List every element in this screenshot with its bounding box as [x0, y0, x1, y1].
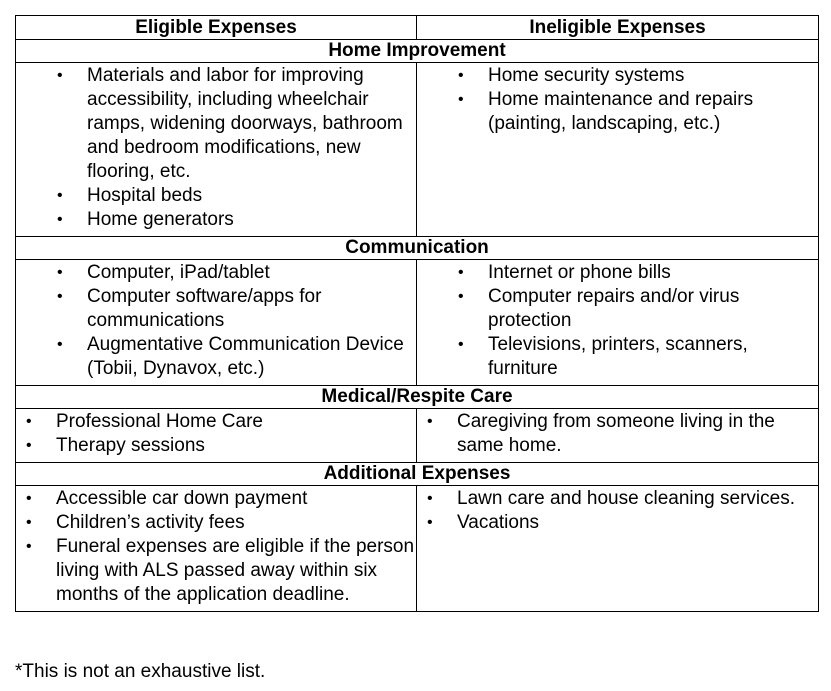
expenses-table-body	[16, 16, 819, 612]
list-item-text: Computer software/apps for communications	[87, 286, 322, 331]
list-item-text: Funeral expenses are eligible if the person living with ALS passed away within six months of the application deadline.	[56, 536, 415, 605]
eligible-expenses-header: Eligible Expenses	[16, 16, 417, 40]
ineligible-list	[417, 260, 818, 385]
list-item	[16, 410, 416, 434]
list-item-text: Caregiving from someone living in the same home.	[457, 411, 775, 456]
list-item-text: Internet or phone bills	[488, 262, 671, 283]
bullet-icon: •	[57, 288, 63, 305]
section-content-row	[16, 409, 819, 463]
list-item-text: Children’s activity fees	[56, 512, 245, 533]
list-item	[417, 487, 818, 511]
eligible-list	[16, 486, 416, 611]
section-title-home-improvement: Home Improvement	[16, 40, 819, 63]
section-title-medical-respite-care: Medical/Respite Care	[16, 386, 819, 409]
section-title-row	[16, 237, 819, 260]
list-item	[16, 285, 416, 333]
bullet-icon: •	[26, 413, 32, 430]
list-item-text: Lawn care and house cleaning services.	[457, 488, 795, 509]
list-item-text: Computer repairs and/or virus protection	[488, 286, 740, 331]
list-item-text: Vacations	[457, 512, 540, 533]
ineligible-cell-additional-expenses	[417, 486, 819, 612]
list-item-text: Augmentative Communication Device (Tobii, Dynavox, etc.)	[87, 334, 404, 379]
bullet-icon: •	[427, 413, 433, 430]
section-title-row	[16, 463, 819, 486]
section-content-row	[16, 486, 819, 612]
list-item	[417, 261, 818, 285]
list-item-text: Home maintenance and repairs (painting, landscaping, etc.)	[488, 89, 754, 134]
ineligible-cell-communication	[417, 260, 819, 386]
bullet-icon: •	[57, 211, 63, 228]
section-title-row	[16, 386, 819, 409]
list-item-text: Materials and labor for improving accessibility, including wheelchair ramps, widening doorways, bathroom and bedroom modifications, new flooring, etc.	[87, 65, 403, 182]
list-item-text: Professional Home Care	[56, 411, 263, 432]
bullet-icon: •	[458, 288, 464, 305]
bullet-icon: •	[458, 91, 464, 108]
list-item	[16, 64, 416, 184]
bullet-icon: •	[427, 490, 433, 507]
list-item-text: Therapy sessions	[56, 435, 205, 456]
bullet-icon: •	[458, 67, 464, 84]
list-item	[16, 535, 416, 607]
section-content-row	[16, 260, 819, 386]
list-item-text: Accessible car down payment	[56, 488, 308, 509]
eligible-cell-additional-expenses	[16, 486, 417, 612]
list-item	[16, 511, 416, 535]
list-item	[16, 434, 416, 458]
section-content-row	[16, 63, 819, 237]
list-item	[417, 511, 818, 535]
bullet-icon: •	[26, 514, 32, 531]
bullet-icon: •	[458, 336, 464, 353]
section-title-row	[16, 40, 819, 63]
section-title-additional-expenses: Additional Expenses	[16, 463, 819, 486]
bullet-icon: •	[458, 264, 464, 281]
ineligible-cell-home-improvement	[417, 63, 819, 237]
list-item	[16, 208, 416, 232]
bullet-icon: •	[57, 67, 63, 84]
ineligible-expenses-header: Ineligible Expenses	[417, 16, 819, 40]
eligible-cell-communication	[16, 260, 417, 386]
list-item-text: Televisions, printers, scanners, furniture	[488, 334, 748, 379]
list-item	[417, 285, 818, 333]
eligible-list	[16, 63, 416, 236]
list-item	[16, 333, 416, 381]
bullet-icon: •	[57, 187, 63, 204]
bullet-icon: •	[427, 514, 433, 531]
ineligible-list	[417, 486, 818, 539]
footnote: *This is not an exhaustive list.	[15, 661, 266, 682]
header-row	[16, 16, 819, 40]
bullet-icon: •	[26, 437, 32, 454]
list-item	[417, 64, 818, 88]
list-item-text: Computer, iPad/tablet	[87, 262, 270, 283]
bullet-icon: •	[57, 264, 63, 281]
list-item-text: Home generators	[87, 209, 234, 230]
list-item	[417, 410, 818, 458]
bullet-icon: •	[26, 490, 32, 507]
bullet-icon: •	[26, 538, 32, 555]
list-item	[417, 333, 818, 381]
ineligible-list	[417, 409, 818, 462]
eligible-list	[16, 260, 416, 385]
ineligible-cell-medical-respite-care	[417, 409, 819, 463]
list-item	[417, 88, 818, 136]
bullet-icon: •	[57, 336, 63, 353]
eligible-cell-medical-respite-care	[16, 409, 417, 463]
eligible-cell-home-improvement	[16, 63, 417, 237]
ineligible-list	[417, 63, 818, 140]
list-item-text: Hospital beds	[87, 185, 203, 206]
list-item	[16, 261, 416, 285]
expenses-table	[15, 15, 819, 612]
list-item	[16, 487, 416, 511]
eligible-list	[16, 409, 416, 462]
section-title-communication: Communication	[16, 237, 819, 260]
list-item-text: Home security systems	[488, 65, 685, 86]
list-item	[16, 184, 416, 208]
